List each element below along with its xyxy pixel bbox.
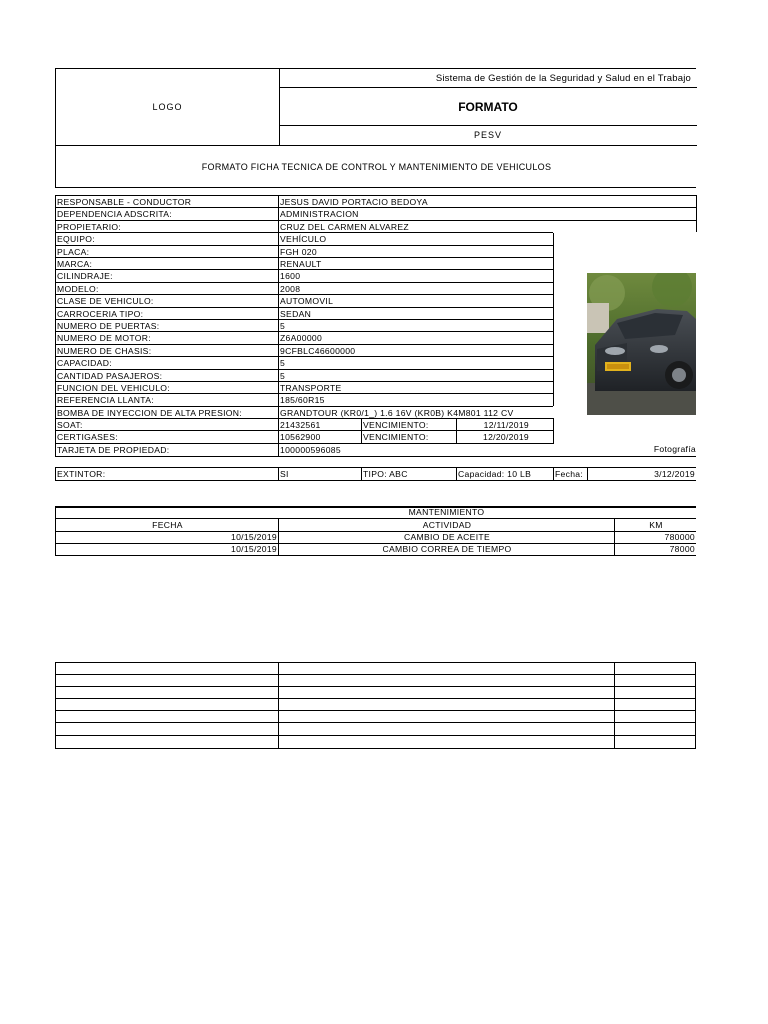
- vehicle-field-label: EQUIPO:: [57, 234, 95, 244]
- extintor-value: SI: [280, 469, 289, 479]
- table-row-2-fecha: 10/15/2019: [230, 544, 277, 554]
- extintor-tipo: TIPO: ABC: [363, 469, 408, 479]
- maintenance-title: MANTENIMIENTO: [408, 507, 485, 517]
- extintor-label: EXTINTOR:: [57, 469, 106, 479]
- extintor-fecha: 3/12/2019: [654, 469, 695, 479]
- vehicle-field-label: BOMBA DE INYECCION DE ALTA PRESION:: [57, 408, 242, 418]
- table-row-2-actividad: CAMBIO CORREA DE TIEMPO: [382, 544, 512, 554]
- vehicle-field-label: CARROCERIA TIPO:: [57, 309, 144, 319]
- vehicle-field-value: GRANDTOUR (KR0/1_) 1.6 16V (KR0B) K4M801 112 CV: [280, 408, 514, 418]
- vehicle-field-label: CILINDRAJE:: [57, 271, 113, 281]
- vehicle-field-label: REFERENCIA LLANTA:: [57, 395, 154, 405]
- vehicle-field-label: NUMERO DE MOTOR:: [57, 333, 151, 343]
- vehicle-field-value: 5: [280, 321, 286, 331]
- vehicle-field-label: FUNCION DEL VEHICULO:: [57, 383, 170, 393]
- col-header-fecha: FECHA: [152, 520, 183, 530]
- vehicle-field-label: RESPONSABLE - CONDUCTOR: [57, 197, 192, 207]
- col-header-km: KM: [649, 520, 663, 530]
- form-title: FORMATO FICHA TECNICA DE CONTROL Y MANTENIMIENTO DE VEHICULOS: [201, 162, 552, 172]
- table-row-1-km: 780000: [664, 532, 695, 542]
- vehicle-field-value: JESUS DAVID PORTACIO BEDOYA: [280, 197, 428, 207]
- vehicle-field-label: DEPENDENCIA ADSCRITA:: [57, 209, 173, 219]
- extintor-capacidad: Capacidad: 10 LB: [458, 469, 532, 479]
- vehicle-field-value: RENAULT: [280, 259, 322, 269]
- vehicle-field-value: CRUZ DEL CARMEN ALVAREZ: [280, 222, 409, 232]
- vehicle-field-value: 9CFBLC46600000: [280, 346, 356, 356]
- vehicle-field-value: 2008: [280, 284, 301, 294]
- vehicle-field-value: FGH 020: [280, 247, 317, 257]
- vehicle-field-value: 5: [280, 358, 286, 368]
- certigases-value: 10562900: [280, 432, 321, 442]
- vehicle-field-value: VEHÍCULO: [280, 234, 327, 244]
- vehicle-field-label: NUMERO DE PUERTAS:: [57, 321, 160, 331]
- vehicle-field-label: PLACA:: [57, 247, 90, 257]
- tarjeta-label: TARJETA DE PROPIEDAD:: [57, 445, 170, 455]
- soat-value: 21432561: [280, 420, 321, 430]
- format-label: FORMATO: [279, 88, 697, 126]
- col-header-actividad: ACTIVIDAD: [422, 520, 472, 530]
- vehicle-field-value: TRANSPORTE: [280, 383, 342, 393]
- vehicle-field-label: NUMERO DE CHASIS:: [57, 346, 152, 356]
- extintor-fecha-label: Fecha:: [555, 469, 584, 479]
- certigases-venc: 12/20/2019: [482, 432, 529, 442]
- logo-placeholder: LOGO: [56, 69, 280, 146]
- table-row-1-actividad: CAMBIO DE ACEITE: [404, 532, 490, 542]
- system-name: Sistema de Gestión de la Seguridad y Salud en el Trabajo: [279, 69, 697, 88]
- vehicle-field-value: SEDAN: [280, 309, 312, 319]
- vehicle-field-value: Z6A00000: [280, 333, 323, 343]
- soat-venc-label: VENCIMIENTO:: [363, 420, 429, 430]
- vehicle-field-label: PROPIETARIO:: [57, 222, 122, 232]
- vehicle-photo: [587, 273, 696, 415]
- photo-label: Fotografía: [653, 444, 696, 454]
- vehicle-field-value: 1600: [280, 271, 301, 281]
- certigases-label: CERTIGASES:: [57, 432, 118, 442]
- vehicle-field-value: AUTOMOVIL: [280, 296, 334, 306]
- vehicle-field-value: 5: [280, 371, 286, 381]
- vehicle-field-label: MODELO:: [57, 284, 99, 294]
- vehicle-field-value: ADMINISTRACION: [280, 209, 359, 219]
- soat-label: SOAT:: [57, 420, 83, 430]
- table-row-2-km: 78000: [669, 544, 695, 554]
- table-row-1-fecha: 10/15/2019: [230, 532, 277, 542]
- tarjeta-value: 100000596085: [280, 445, 341, 455]
- soat-venc: 12/11/2019: [483, 420, 529, 430]
- pesv-label: PESV: [279, 125, 697, 146]
- vehicle-field-label: CLASE DE VEHICULO:: [57, 296, 154, 306]
- certigases-venc-label: VENCIMIENTO:: [363, 432, 429, 442]
- vehicle-field-label: CANTIDAD PASAJEROS:: [57, 371, 163, 381]
- vehicle-field-label: MARCA:: [57, 259, 93, 269]
- vehicle-field-label: CAPACIDAD:: [57, 358, 112, 368]
- vehicle-field-value: 185/60R15: [280, 395, 325, 405]
